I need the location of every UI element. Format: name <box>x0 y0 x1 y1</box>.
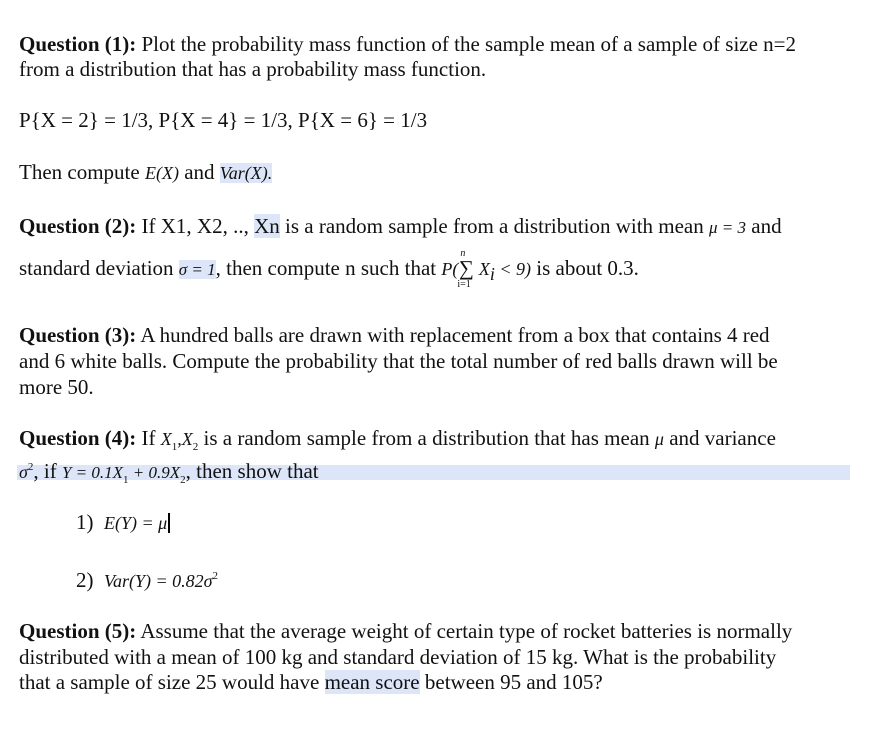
q4-text1c: and variance <box>663 426 776 450</box>
q4-y-expr2: + 0.9X <box>128 463 181 482</box>
q2-text1d: and <box>746 214 782 238</box>
q3-line2: and 6 white balls. Compute the probability that the total number of red balls drawn will be <box>19 349 778 373</box>
q4-text2b: , then show that <box>185 459 319 483</box>
q1-line1 <box>19 32 796 56</box>
q4-item2-number: 2) <box>76 568 94 592</box>
q3-line3: more 50. <box>19 375 94 399</box>
q4-text1b: is a random sample from a distribution that has mean <box>198 426 655 450</box>
q2-sum-body: X <box>474 259 490 279</box>
q2-sum-upper: n <box>460 248 466 259</box>
q4-sigma: σ <box>19 462 28 482</box>
q5-text3c: between 95 and 105? <box>419 670 603 694</box>
q2-mean-value: μ = 3 <box>709 218 747 237</box>
q4-line1: Question (4): If $X_1,X_2$ is a random sample from a distribution that has mean μ and variance <box>19 426 776 454</box>
q4-label: Question (4): <box>19 426 137 450</box>
q2-text1a: If X1, X2, .., <box>136 214 255 238</box>
q2-line1 <box>19 214 782 240</box>
q4-text2a: , if <box>33 459 62 483</box>
q3-line1 <box>19 323 770 347</box>
q2-label: Question (2): <box>19 214 137 238</box>
q4-text1a: If <box>136 426 161 450</box>
q1-label: Question (1): <box>19 32 137 56</box>
q1-then-line <box>19 160 272 185</box>
q1-pmf: P{X = 2} = 1/3, P{X = 4} = 1/3, P{X = 6} = 1/3 <box>19 108 428 132</box>
q2-sum-sigma: ∑ <box>458 256 474 280</box>
q2-text1c: is a random sample from a distribution with mean <box>279 214 709 238</box>
q5-mean-score: mean score <box>324 670 420 694</box>
q2-sum-open: P( <box>441 259 459 279</box>
q2-sd-value: σ = 1 <box>178 260 216 279</box>
q4-y-expr1: Y = 0.1X <box>61 463 124 482</box>
q2-xn: Xn <box>254 214 280 238</box>
q2-line2 <box>19 248 639 290</box>
q5-text1: Assume that the average weight of certain type of rocket batteries is normally <box>136 619 793 643</box>
q2-text2c: is about 0.3. <box>531 256 639 280</box>
q2-sum-sub: i <box>489 264 495 285</box>
q5-label: Question (5): <box>19 619 137 643</box>
q4-item1-formula: E(Y) = μ <box>104 513 168 533</box>
q1-expectation: E(X) <box>144 163 179 183</box>
text-cursor <box>168 513 170 533</box>
q2-sum-lower: i=1 <box>457 279 471 290</box>
q2-text2a: standard deviation <box>19 256 179 280</box>
q5-text3a: that a sample of size 25 would have <box>19 670 325 694</box>
q4-item1 <box>76 510 170 535</box>
q4-item2-formula: Var(Y) = 0.82σ <box>104 571 213 591</box>
q2-sum-tail: < 9) <box>494 259 532 279</box>
q5-line2: distributed with a mean of 100 kg and standard deviation of 15 kg. What is the probability <box>19 645 777 669</box>
q1-then-prefix: Then compute <box>19 160 145 184</box>
q5-line3 <box>19 670 603 694</box>
q4-x2: X <box>181 429 193 449</box>
q5-line1 <box>19 619 792 643</box>
q3-label: Question (3): <box>19 323 137 347</box>
q2-summation <box>457 248 474 290</box>
q1-variance: Var(X). <box>219 163 273 183</box>
q4-line2: $\sigma^2$, if $Y = 0.1X_1 + 0.9X_2$, then show that <box>19 459 319 487</box>
q4-item2: 2) $Var(Y) = 0.82\sigma^2$ <box>76 568 219 592</box>
q1-and: and <box>178 160 220 184</box>
q1-line2: from a distribution that has a probability mass function. <box>19 57 487 81</box>
q2-text2b: , then compute n such that <box>215 256 442 280</box>
q4-item1-number: 1) <box>76 510 94 534</box>
q3-text1: A hundred balls are drawn with replacement from a box that contains 4 red <box>136 323 770 347</box>
q4-mu: μ <box>654 429 664 449</box>
q1-text1: Plot the probability mass function of the sample mean of a sample of size n=2 <box>136 32 797 56</box>
q4-x1: X <box>160 429 172 449</box>
